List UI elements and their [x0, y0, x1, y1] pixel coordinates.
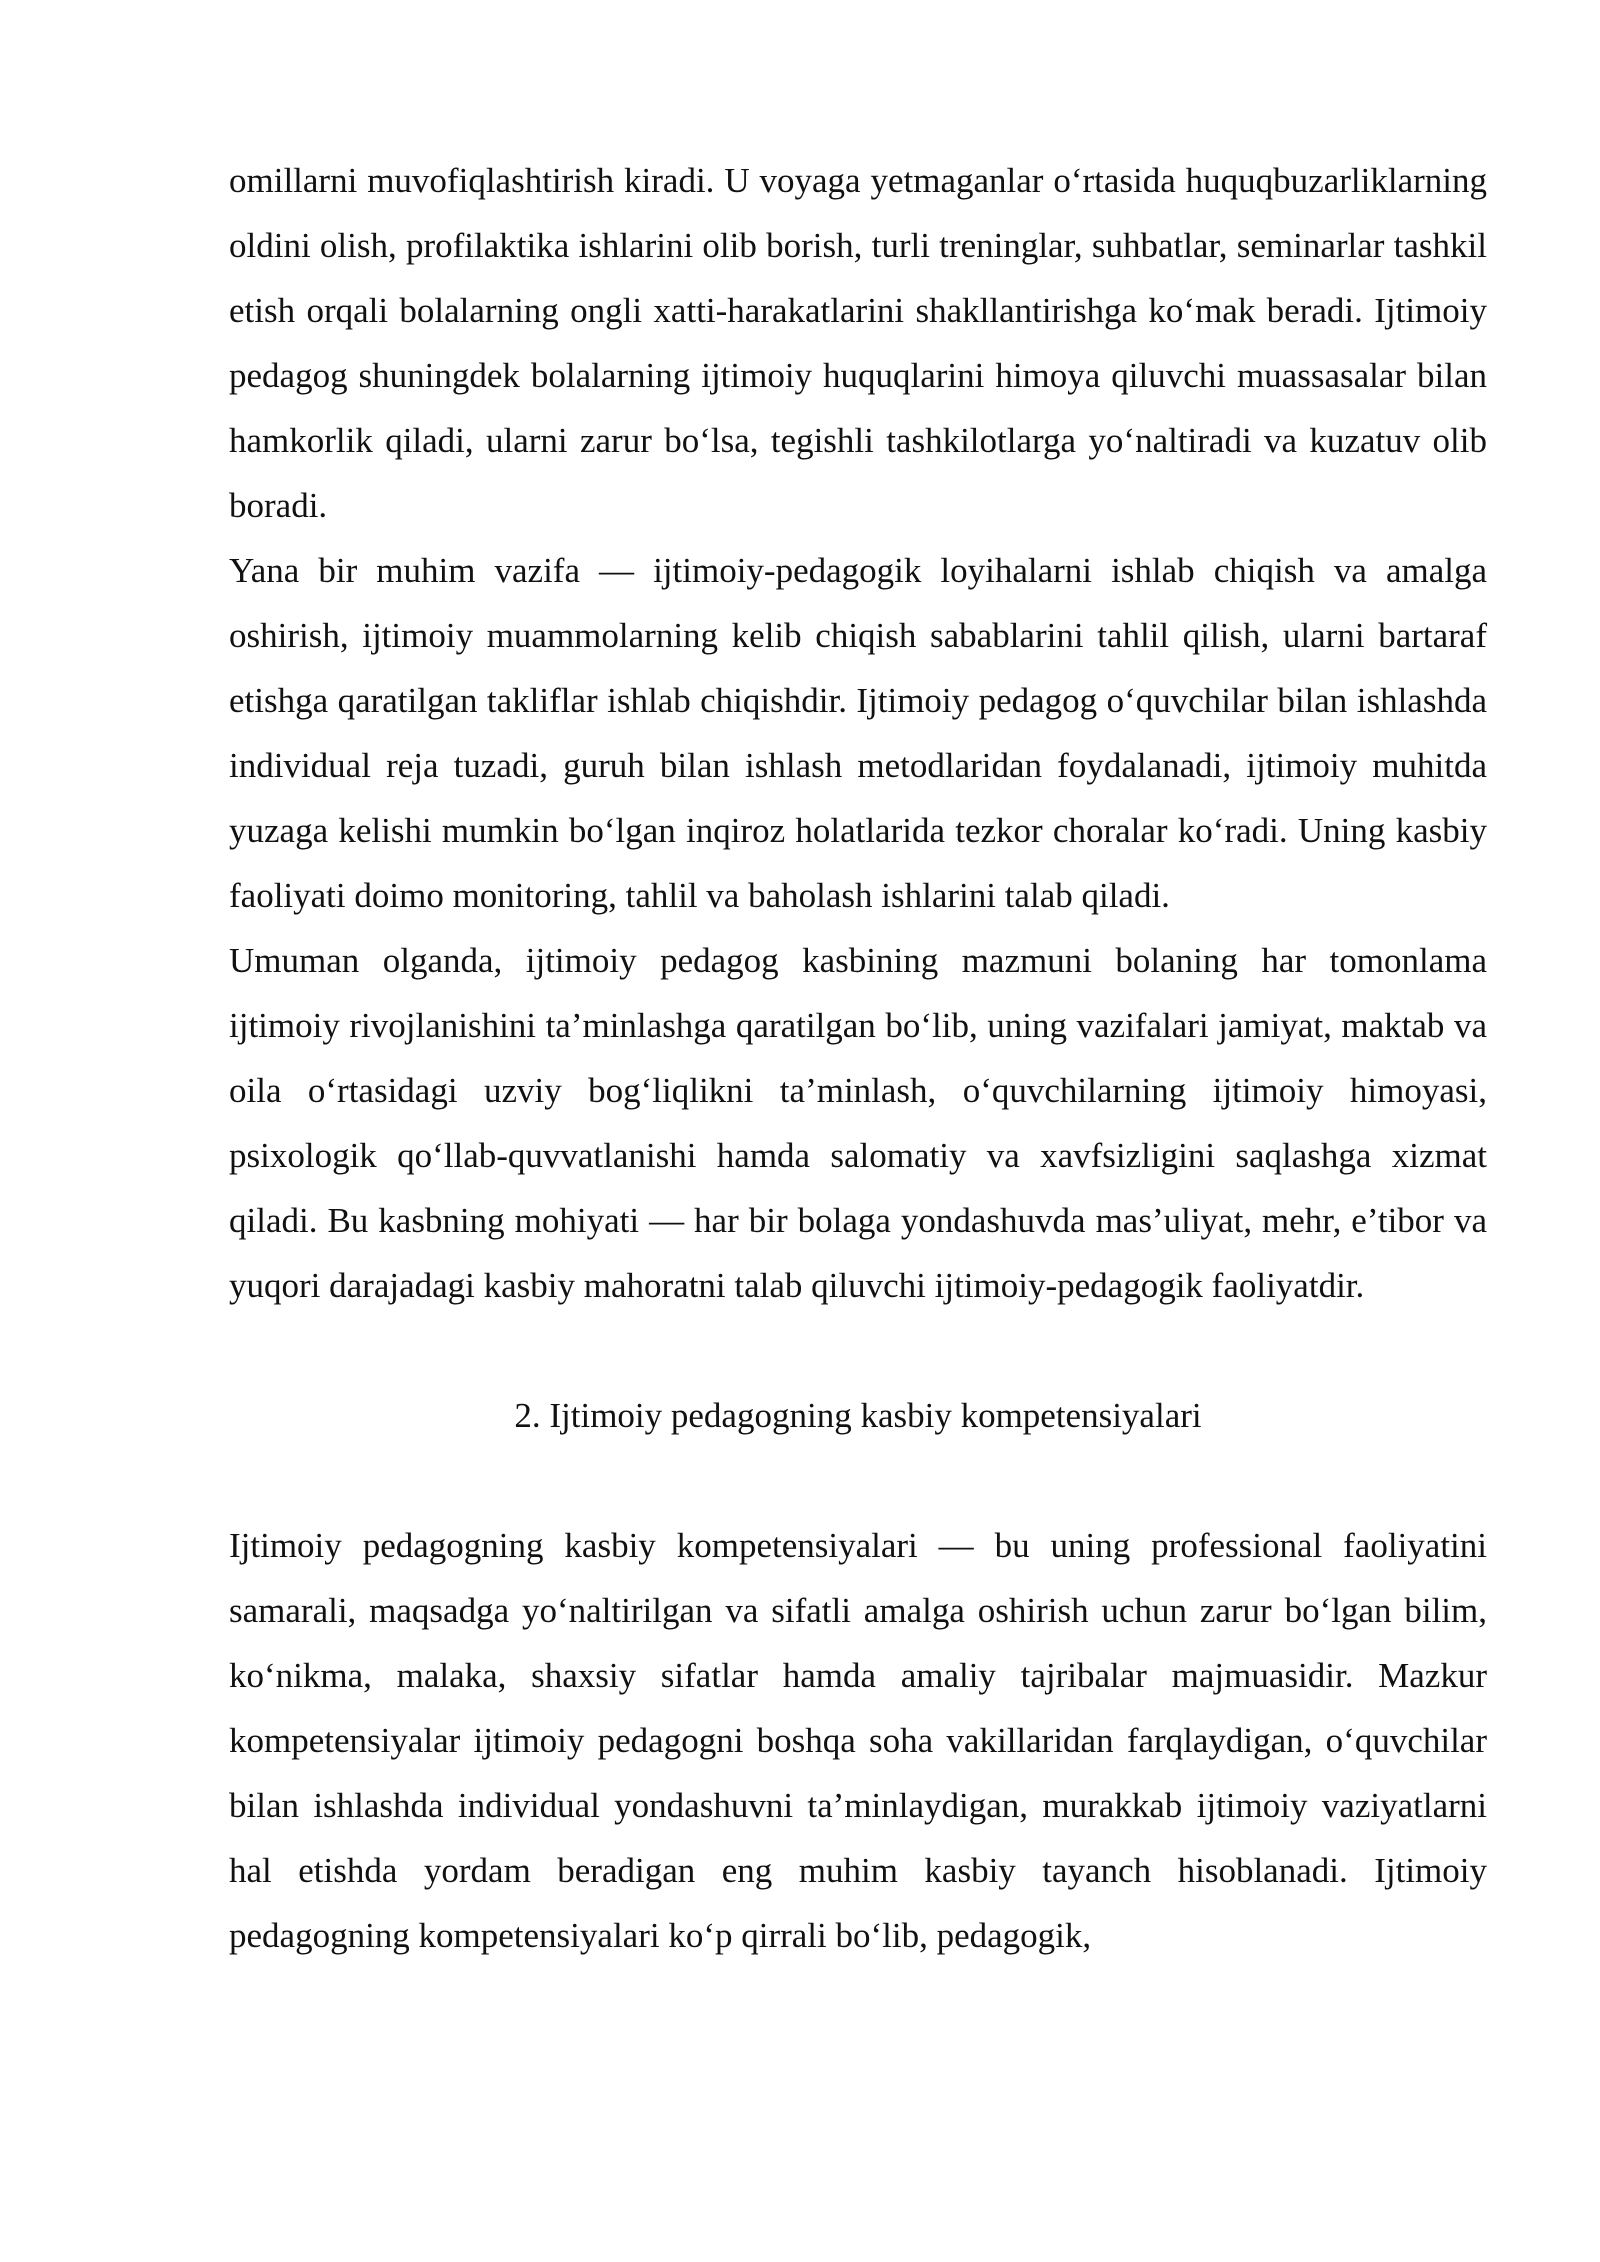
document-page — [229, 148, 1487, 1968]
section-heading: 2. Ijtimoiy pedagogning kasbiy kompetensiyalari — [514, 1396, 1202, 1435]
body-paragraph: Umuman olganda, ijtimoiy pedagog kasbining mazmuni bolaning har tomonlama ijtimoiy rivojlanishini ta’minlashga qaratilgan bo‘lib, uning vazifalari jamiyat, maktab va oila o‘rtasidagi uzviy bog‘liqlikni ta’minlash, o‘quvchilarning ijtimoiy himoyasi, psixologik qo‘llab-quvvatlanishi hamda salomatiy va xavfsizligini saqlashga xizmat qiladi. Bu kasbning mohiyati — har bir bolaga yondashuvda mas’uliyat, mehr, e’tibor va yuqori darajadagi kasbiy mahoratni talab qiluvchi ijtimoiy-pedagogik faoliyatdir. — [229, 941, 1487, 1305]
body-paragraph: Ijtimoiy pedagogning kasbiy kompetensiyalari — bu uning professional faoliyatini samarali, maqsadga yo‘naltirilgan va sifatli amalga oshirish uchun zarur bo‘lgan bilim, ko‘nikma, malaka, shaxsiy sifatlar hamda amaliy tajribalar majmuasidir. Mazkur kompetensiyalar ijtimoiy pedagogni boshqa soha vakillaridan farqlaydigan, o‘quvchilar bilan ishlashda individual yondashuvni ta’minlaydigan, murakkab ijtimoiy vaziyatlarni hal etishda yordam beradigan eng muhim kasbiy tayanch hisoblanadi. Ijtimoiy pedagogning kompetensiyalari ko‘p qirrali bo‘lib, pedagogik, — [229, 1526, 1487, 1955]
body-paragraph: Yana bir muhim vazifa — ijtimoiy-pedagogik loyihalarni ishlab chiqish va amalga oshirish, ijtimoiy muammolarning kelib chiqish sabablarini tahlil qilish, ularni bartaraf etishga qaratilgan takliflar ishlab chiqishdir. Ijtimoiy pedagog o‘quvchilar bilan ishlashda individual reja tuzadi, guruh bilan ishlash metodlaridan foydalanadi, ijtimoiy muhitda yuzaga kelishi mumkin bo‘lgan inqiroz holatlarida tezkor choralar ko‘radi. Uning kasbiy faoliyati doimo monitoring, tahlil va baholash ishlarini talab qiladi. — [229, 551, 1487, 915]
body-paragraph: omillarni muvofiqlashtirish kiradi. U voyaga yetmaganlar o‘rtasida huquqbuzarliklarning oldini olish, profilaktika ishlarini olib borish, turli treninglar, suhbatlar, seminarlar tashkil etish orqali bolalarning ongli xatti-harakatlarini shakllantirishga ko‘mak beradi. Ijtimoiy pedagog shuningdek bolalarning ijtimoiy huquqlarini himoya qiluvchi muassasalar bilan hamkorlik qiladi, ularni zarur bo‘lsa, tegishli tashkilotlarga yo‘naltiradi va kuzatuv olib boradi. — [229, 161, 1487, 525]
